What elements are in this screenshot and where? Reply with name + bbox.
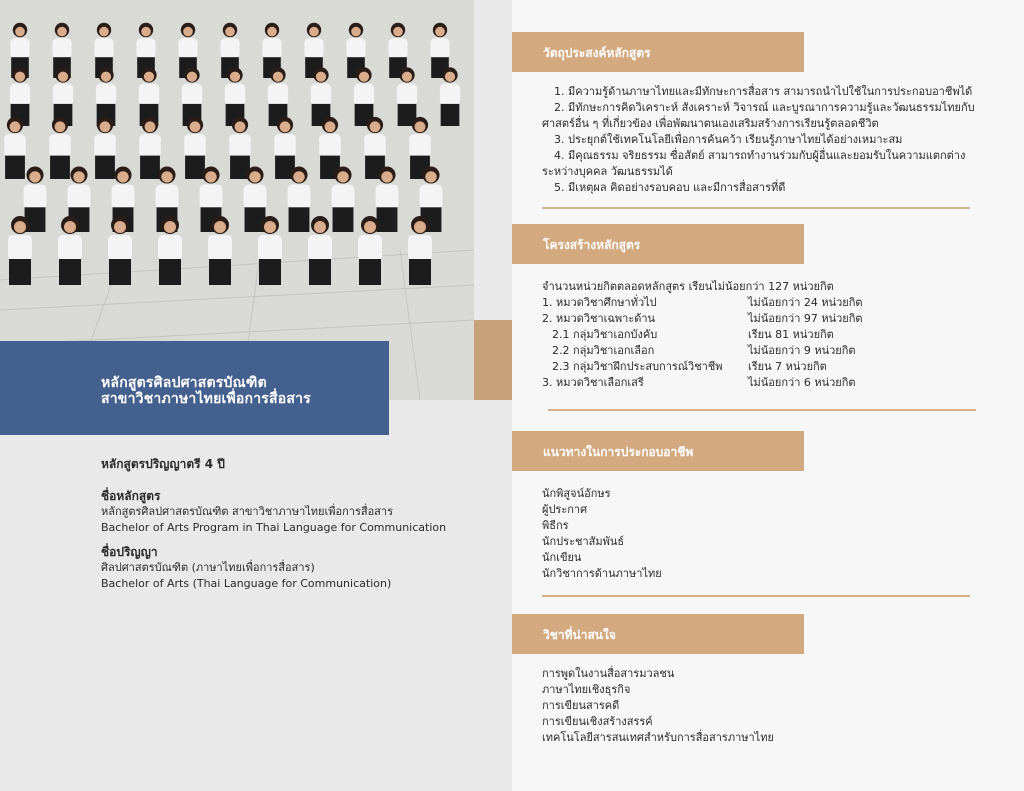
subject-item: ภาษาไทยเชิงธุรกิจ — [542, 683, 631, 696]
course-name-section — [101, 488, 491, 536]
careers-list — [542, 486, 842, 582]
structure-row-credits: เรียน 81 หน่วยกิต — [748, 328, 834, 341]
degree-duration: หลักสูตรปริญญาตรี 4 ปี — [101, 457, 225, 471]
structure-row-credits: ไม่น้อยกว่า 6 หน่วยกิต — [748, 376, 856, 389]
objective-item: 3. ประยุกต์ใช้เทคโนโลยีเพื่อการค้นคว้า เรียนรู้ภาษาไทยได้อย่างเหมาะสม — [554, 133, 903, 146]
objectives-list — [542, 84, 982, 196]
program-info — [101, 456, 491, 600]
career-item: นักประชาสัมพันธ์ — [542, 535, 625, 548]
structure-header — [512, 224, 804, 264]
structure-row-credits: ไม่น้อยกว่า 24 หน่วยกิต — [748, 296, 863, 309]
subjects-heading: วิชาที่น่าสนใจ — [543, 628, 616, 642]
objective-item: 1. มีความรู้ด้านภาษาไทยและมีทักษะการสื่อสาร สามารถนำไปใช้ในการประกอบอาชีพได้ — [554, 85, 973, 98]
program-title-box — [0, 341, 389, 435]
structure-row-credits: เรียน 7 หน่วยกิต — [748, 360, 827, 373]
structure-row-credits: ไม่น้อยกว่า 97 หน่วยกิต — [748, 312, 863, 325]
careers-header — [512, 431, 804, 471]
structure-total: จำนวนหน่วยกิตตลอดหลักสูตร เรียนไม่น้อยกว่า 127 หน่วยกิต — [542, 280, 834, 293]
accent-block — [474, 320, 512, 400]
structure-row-label: 2.2 กลุ่มวิชาเอกเลือก — [552, 344, 655, 357]
subject-item: การพูดในงานสื่อสารมวลชน — [542, 667, 675, 680]
program-title-line1: หลักสูตรศิลปศาสตรบัณฑิต — [101, 375, 267, 391]
group-photo — [0, 0, 474, 400]
objective-item: 2. มีทักษะการคิดวิเคราะห์ สังเคราะห์ วิจารณ์ และบูรณาการความรู้และวัฒนธรรมไทยกับศาสตร์อื่น ๆ ที่เกี่ยวข้อง เพื่อพัฒนาตนเองเสริมสร้างการเรียนรู้ตลอดชีวิต — [542, 101, 975, 130]
structure-row — [542, 375, 962, 391]
structure-row — [542, 295, 962, 311]
group-photo-illustration — [0, 0, 474, 400]
structure-row — [542, 311, 962, 327]
divider — [548, 409, 976, 411]
degree-name-en: Bachelor of Arts (Thai Language for Communication) — [101, 577, 392, 590]
structure-row — [542, 359, 962, 375]
structure-row — [542, 343, 962, 359]
divider — [542, 207, 970, 209]
subject-item: เทคโนโลยีสารสนเทศสำหรับการสื่อสารภาษาไทย — [542, 731, 774, 744]
objectives-header — [512, 32, 804, 72]
right-panel — [512, 0, 1024, 791]
career-item: ผู้ประกาศ — [542, 503, 588, 516]
objectives-heading: วัตถุประสงค์หลักสูตร — [543, 46, 651, 60]
subjects-list — [542, 666, 842, 746]
subject-item: การเขียนสารคดี — [542, 699, 620, 712]
structure-heading: โครงสร้างหลักสูตร — [543, 238, 641, 252]
course-name-heading: ชื่อหลักสูตร — [101, 489, 161, 503]
structure-row — [542, 327, 962, 343]
structure-row-label: 2.1 กลุ่มวิชาเอกบังคับ — [552, 328, 658, 341]
objective-item: 5. มีเหตุผล คิดอย่างรอบคอบ และมีการสื่อสารที่ดี — [554, 181, 786, 194]
divider — [542, 595, 970, 597]
course-name-th: หลักสูตรศิลปศาสตรบัณฑิต สาขาวิชาภาษาไทยเพื่อการสื่อสาร — [101, 505, 393, 518]
structure-list — [542, 279, 962, 391]
structure-row-label: 2.3 กลุ่มวิชาฝึกประสบการณ์วิชาชีพ — [552, 360, 723, 373]
career-item: นักเขียน — [542, 551, 582, 564]
career-item: นักวิชาการด้านภาษาไทย — [542, 567, 662, 580]
structure-row-credits: ไม่น้อยกว่า 9 หน่วยกิต — [748, 344, 856, 357]
degree-name-th: ศิลปศาสตรบัณฑิต (ภาษาไทยเพื่อการสื่อสาร) — [101, 561, 315, 574]
career-item: พิธีกร — [542, 519, 569, 532]
course-name-en: Bachelor of Arts Program in Thai Language for Communication — [101, 521, 447, 534]
degree-name-section — [101, 544, 491, 592]
objective-item: 4. มีคุณธรรม จริยธรรม ซื่อสัตย์ สามารถทำงานร่วมกับผู้อื่นและยอมรับในความแตกต่างระหว่างบุคคล วัฒนธรรมได้ — [542, 149, 966, 178]
subjects-header — [512, 614, 804, 654]
career-item: นักพิสูจน์อักษร — [542, 487, 611, 500]
careers-heading: แนวทางในการประกอบอาชีพ — [543, 445, 694, 459]
structure-row-label: 3. หมวดวิชาเลือกเสรี — [542, 376, 644, 389]
program-title-line2: สาขาวิชาภาษาไทยเพื่อการสื่อสาร — [101, 391, 311, 407]
degree-name-heading: ชื่อปริญญา — [101, 545, 158, 559]
subject-item: การเขียนเชิงสร้างสรรค์ — [542, 715, 653, 728]
structure-row-label: 1. หมวดวิชาศึกษาทั่วไป — [542, 296, 657, 309]
structure-row-label: 2. หมวดวิชาเฉพาะด้าน — [542, 312, 656, 325]
